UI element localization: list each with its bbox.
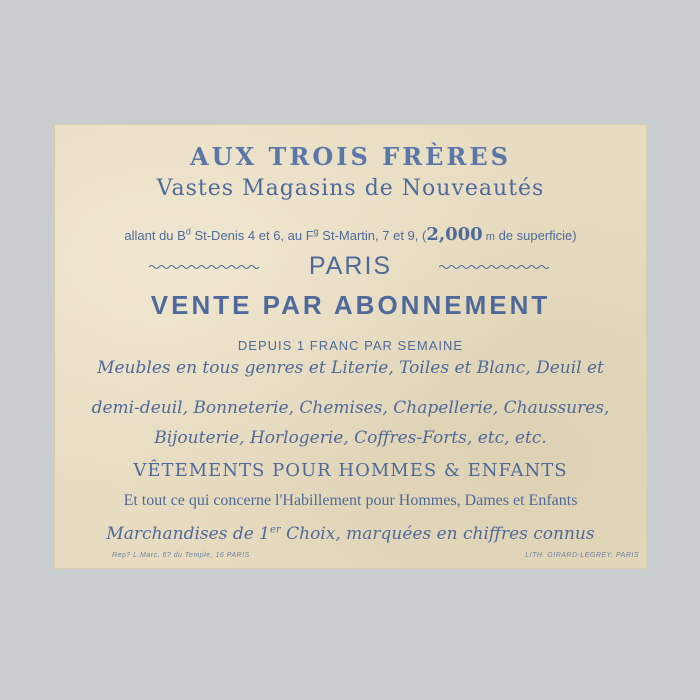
address-line — [54, 224, 647, 245]
card-title: AUX TROIS FRÈRES — [190, 142, 511, 171]
headline: VENTE PAR ABONNEMENT — [150, 290, 551, 320]
trade-card — [54, 124, 647, 569]
address-part: St-Denis 4 et 6, au F — [190, 228, 314, 243]
merch-line — [54, 524, 647, 544]
address-part: de superficie) — [494, 228, 577, 243]
address-sup: g — [313, 226, 319, 237]
merch-sup: er — [270, 524, 281, 536]
surface-area: 2,000 — [426, 224, 483, 245]
merch-part: Marchandises de 1 — [106, 524, 270, 544]
address-part: St-Martin, 7 et 9, ( — [318, 228, 427, 243]
goods-line-2: demi-deuil, Bonneterie, Chemises, Chapellerie, Chaussures, — [91, 398, 610, 418]
printer-credit-left: Rep? L.Marc, 6? du Temple, 16 PARIS — [112, 552, 250, 559]
card-subtitle: Vastes Magasins de Nouveautés — [156, 176, 545, 201]
merch-part: Choix, marquées en chiffres connus — [280, 524, 595, 544]
clothing-heading: VÊTEMENTS POUR HOMMES & ENFANTS — [133, 460, 568, 481]
clothing-detail: Et tout ce qui concerne l'Habillement pour Hommes, Dames et Enfants — [123, 492, 578, 509]
city-name: PARIS — [308, 252, 393, 280]
surface-unit: m — [482, 231, 495, 243]
address-sup: d — [185, 226, 191, 237]
address-part: allant du B — [124, 228, 186, 243]
goods-line-1: Meubles en tous genres et Literie, Toiles et Blanc, Deuil et — [97, 358, 604, 378]
goods-line-3: Bijouterie, Horlogerie, Coffres-Forts, etc, etc. — [154, 428, 547, 448]
since-line: DEPUIS 1 FRANC PAR SEMAINE — [237, 338, 464, 353]
printer-credit-right: LITH. GIRARD-LEGREY. PARIS — [525, 552, 639, 559]
ornament-wave-right — [439, 264, 549, 270]
